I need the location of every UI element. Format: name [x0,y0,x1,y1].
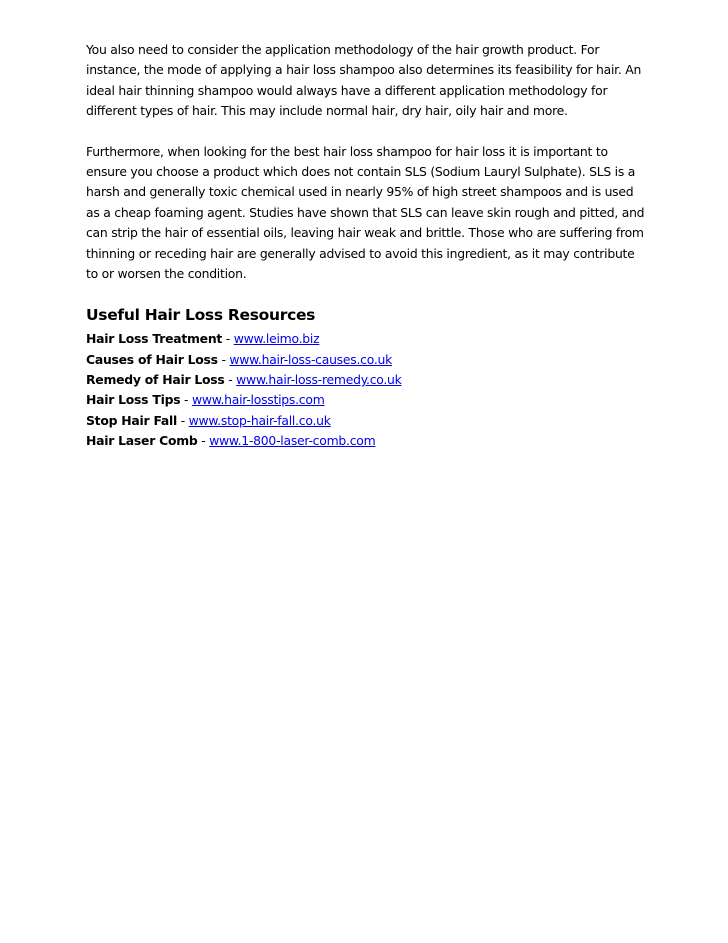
resource-name: Causes of Hair Loss [86,351,218,367]
resources-heading: Useful Hair Loss Resources [86,306,316,325]
resource-item [86,431,646,451]
resource-separator: - [180,392,192,408]
resource-link[interactable]: www.hair-loss-causes.co.uk [229,351,393,367]
resource-item [86,390,646,410]
paragraph-sls-warning: Furthermore, when looking for the best hair loss shampoo for hair loss it is important to ensure you choose a product which does not contain SLS (Sodium Lauryl Sulphate). SLS is a harsh and generally toxic chemical used in nearly 95% of high street shampoos and is used as a cheap foaming agent. Studies have shown that SLS can leave skin rough and pitted, and can strip the hair of essential oils, leaving hair weak and brittle. Those who are suffering from thinning or receding hair are generally advised to avoid this ingredient, as it may contribute to or worsen the condition. [86,143,645,282]
resource-name: Hair Loss Tips [86,392,181,408]
resource-link[interactable]: www.hair-losstips.com [191,392,325,408]
resource-name: Hair Laser Comb [86,432,198,448]
resource-separator: - [224,372,237,388]
paragraph-application-methodology: You also need to consider the application methodology of the hair growth product. For instance, the mode of applying a hair loss shampoo also determines its feasibility for hair. An ideal hair thinning shampoo would always have a different application methodology for different types of hair. This may include normal hair, dry hair, oily hair and more. [86,42,642,119]
resource-link[interactable]: www.hair-loss-remedy.co.uk [236,372,402,388]
resource-item [86,350,646,370]
resource-separator: - [217,351,230,367]
resource-item [86,329,646,349]
resource-item [86,411,646,431]
document-page [86,40,646,451]
resource-name: Hair Loss Treatment [86,331,223,347]
resource-separator: - [197,432,210,448]
resource-separator: - [177,412,189,428]
resource-link[interactable]: www.leimo.biz [233,331,320,347]
resource-link[interactable]: www.1-800-laser-comb.com [209,432,376,448]
resource-link[interactable]: www.stop-hair-fall.co.uk [188,412,331,428]
resource-item [86,370,646,390]
resource-name: Remedy of Hair Loss [86,372,225,388]
resource-separator: - [222,331,234,347]
resources-list [86,329,646,451]
resource-name: Stop Hair Fall [86,412,178,428]
